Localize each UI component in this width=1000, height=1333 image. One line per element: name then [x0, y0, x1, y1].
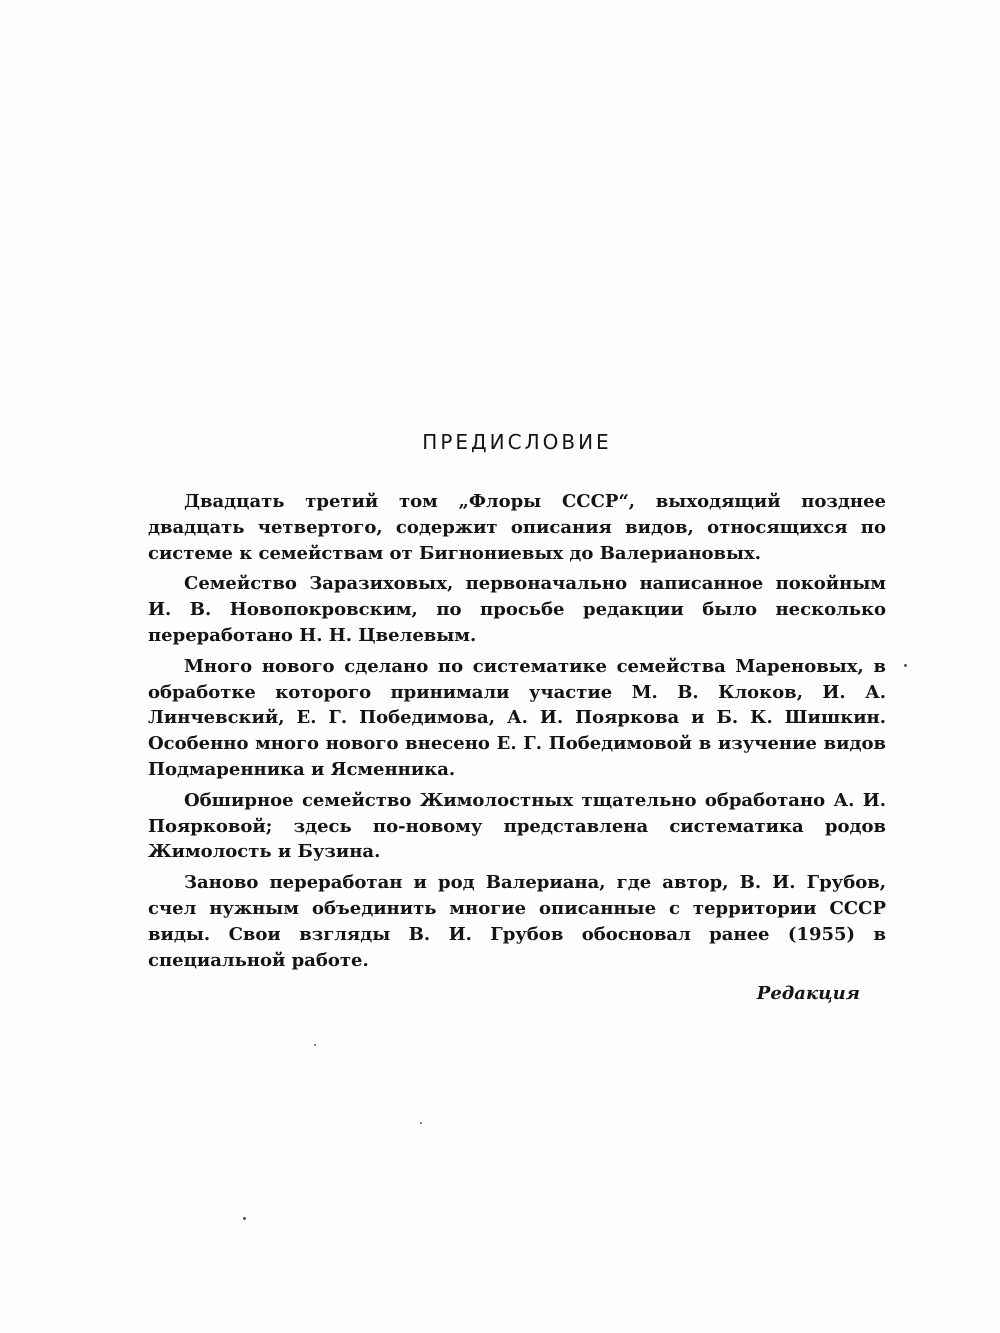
scan-speck — [243, 1217, 246, 1220]
scan-speck — [314, 1044, 316, 1046]
page-title: ПРЕДИСЛОВИЕ — [422, 430, 612, 454]
paragraph-3: Много нового сделано по систематике семейства Мареновых, в обработке которого принимали участие М. В. Клоков, И. А. Линчевский, Е. Г. Победимова, А. И. Пояркова и Б. К. Шишкин. Особенно много нового внесено Е. Г. Победимовой в изучение видов Подмаренника и Ясменника. — [148, 655, 886, 780]
preface-section — [148, 428, 886, 1007]
scan-speck — [420, 1122, 422, 1124]
paragraph-5: Заново переработан и род Валериана, где автор, В. И. Грубов, счел нужным объединить многие описанные с территории СССР виды. Свои взгляды В. И. Грубов обосновал ранее (1955) в специальной работе. — [148, 872, 886, 971]
paragraph-1: Двадцать третий том „Флоры СССР“, выходящий позднее двадцать четвертого, содержит описания видов, относящихся по системе к семействам от Бигнониевых до Валериановых. — [148, 491, 886, 564]
paragraph-4: Обширное семейство Жимолостных тщательно обработано А. И. Поярковой; здесь по-новому представлена систематика родов Жимолость и Бузина. — [148, 789, 886, 863]
scan-speck — [904, 664, 907, 667]
signature: Редакция — [756, 983, 860, 1005]
paragraph-2: Семейство Заразиховых, первоначально написанное покойным И. В. Новопокровским, по просьбе редакции было несколько переработано Н. Н. Цвелевым. — [148, 573, 886, 646]
